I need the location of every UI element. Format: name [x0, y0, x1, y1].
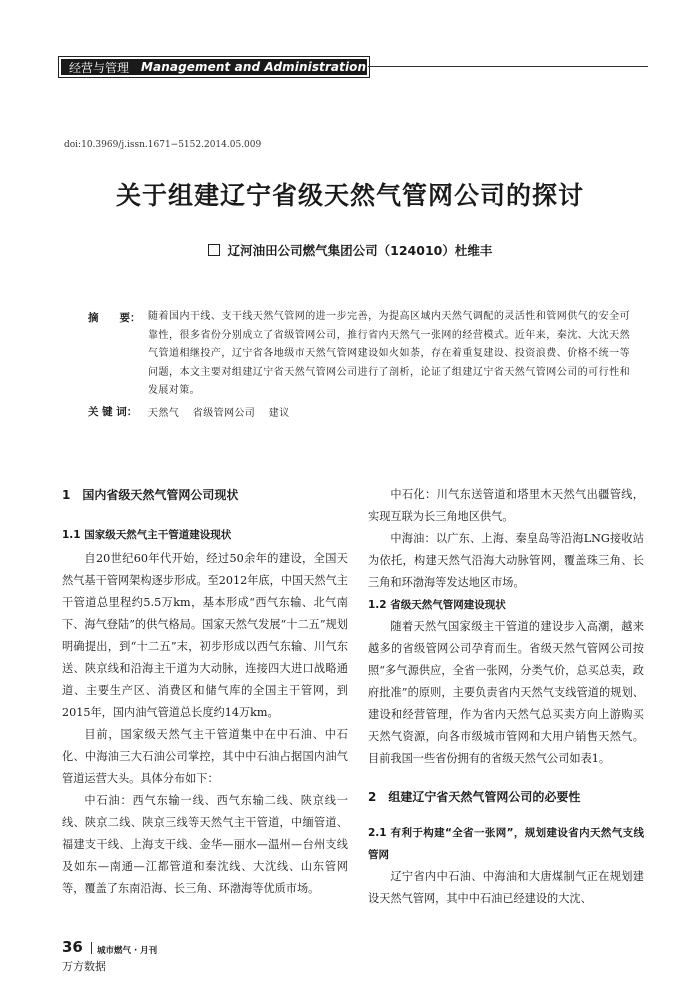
square-bullet-icon	[208, 244, 220, 256]
subsection-heading: 2.1 有利于构建“全省一张网”，规划建设省内天然气支线管网	[368, 827, 644, 861]
right-column	[368, 484, 644, 910]
section-heading: 2 组建辽宁省天然气管网公司的必要性	[368, 790, 581, 804]
paragraph: 中海油：以广东、上海、秦皇岛等沿海LNG接收站为依托，构建天然气沿海大动脉管网，覆盖珠三角、长三角和环渤海等发达地区市场。	[368, 532, 644, 589]
keywords	[148, 404, 300, 419]
footer-divider	[91, 942, 92, 954]
doi[interactable]: doi:10.3969/j.issn.1671−5152.2014.05.009	[64, 140, 262, 150]
paragraph: 随着天然气国家级主干管道的建设步入高潮，越来越多的省级管网公司孕育而生。省级天然气管网公司按照“多气源供应，全省一张网，分类气价，总买总卖，政府批准”的原则，主要负责省内天然气支线管道的规划、建设和经营管理，作为省内天然气总买卖方向上游购买天然气资源，向各市级城市管网和大用户销售天然气。目前我国一些省份拥有的省级天然气公司如表1。	[368, 620, 644, 765]
page-number: 36	[62, 938, 83, 956]
keyword: 建议	[268, 408, 290, 419]
article-title: 关于组建辽宁省级天然气管网公司的探讨	[115, 181, 584, 210]
keyword: 天然气	[148, 408, 180, 419]
paragraph: 辽宁省内中石油、中海油和大唐煤制气正在规划建设天然气管网，其中中石油已经建设的大沈、	[368, 870, 644, 905]
keywords-label: 关 键 词：	[88, 406, 138, 418]
left-column	[62, 484, 348, 900]
subsection-heading: 1.1 国家级天然气主干管道建设现状	[62, 529, 232, 541]
header-rule	[368, 66, 648, 67]
section-title-en: Management and Administration	[141, 60, 367, 74]
keyword: 省级管网公司	[192, 408, 256, 419]
author-line	[60, 241, 640, 259]
abstract-text: 随着国内干线、支干线天然气管网的进一步完善，为提高区域内天然气调配的灵活性和管网供气的安全可靠性，很多省份分别成立了省级管网公司，推行省内天然气一张网的经营模式。近年来，秦沈、大沈天然气管道相继投产，辽宁省各地级市天然气管网建设如火如荼，存在着重复建设、投资浪费、价格不统一等问题，本文主要对组建辽宁省天然气管网公司进行了剖析，论证了组建辽宁省天然气管网公司的可行性和发展对策。	[148, 311, 630, 396]
author: 辽河油田公司燃气集团公司（124010）杜维丰	[227, 243, 493, 258]
journal-name: 城市燃气 · 月刊	[97, 946, 158, 956]
paragraph: 自20世纪60年代开始，经过50余年的建设，全国天然气基干管网架构逐步形成。至2012年底，中国天然气主干管道总里程约5.5万km，基本形成“西气东输、北气南下、海气登陆”的供气格局。国家天然气发展“十二五”规划明确提出，到“十二五”末，初步形成以西气东输、川气东送、陕京线和沿海主干道为大动脉，连接四大进口战略通道、主要生产区、消费区和储气库的全国主干管网，到2015年，国内油气管道总长度约14万km。	[62, 552, 348, 719]
paragraph: 中石油：西气东输一线、西气东输二线、陕京线一线、陕京二线、陕京三线等天然气主干管道，中缅管道、福建支干线、上海支干线、金华—丽水—温州—台州支线及如东—南通—江都管道和秦沈线、大沈线、山东管网等，覆盖了东南沿海、长三角、环渤海等优质市场。	[62, 794, 348, 895]
section-title-cn: 经营与管理	[69, 60, 130, 75]
watermark: 万方数据	[62, 960, 106, 973]
abstract-label: 摘 要：	[88, 312, 141, 324]
section-banner	[58, 56, 370, 78]
subsection-heading: 1.2 省级天然气管网建设现状	[368, 599, 506, 611]
paragraph: 中石化：川气东送管道和塔里木天然气出疆管线，实现互联为长三角地区供气。	[368, 488, 644, 523]
paragraph: 目前，国家级天然气主干管道集中在中石油、中石化、中海油三大石油公司掌控，其中中石油占据国内油气管道运营大头。具体分布如下：	[62, 728, 348, 785]
section-heading: 1 国内省级天然气管网公司现状	[62, 488, 239, 502]
